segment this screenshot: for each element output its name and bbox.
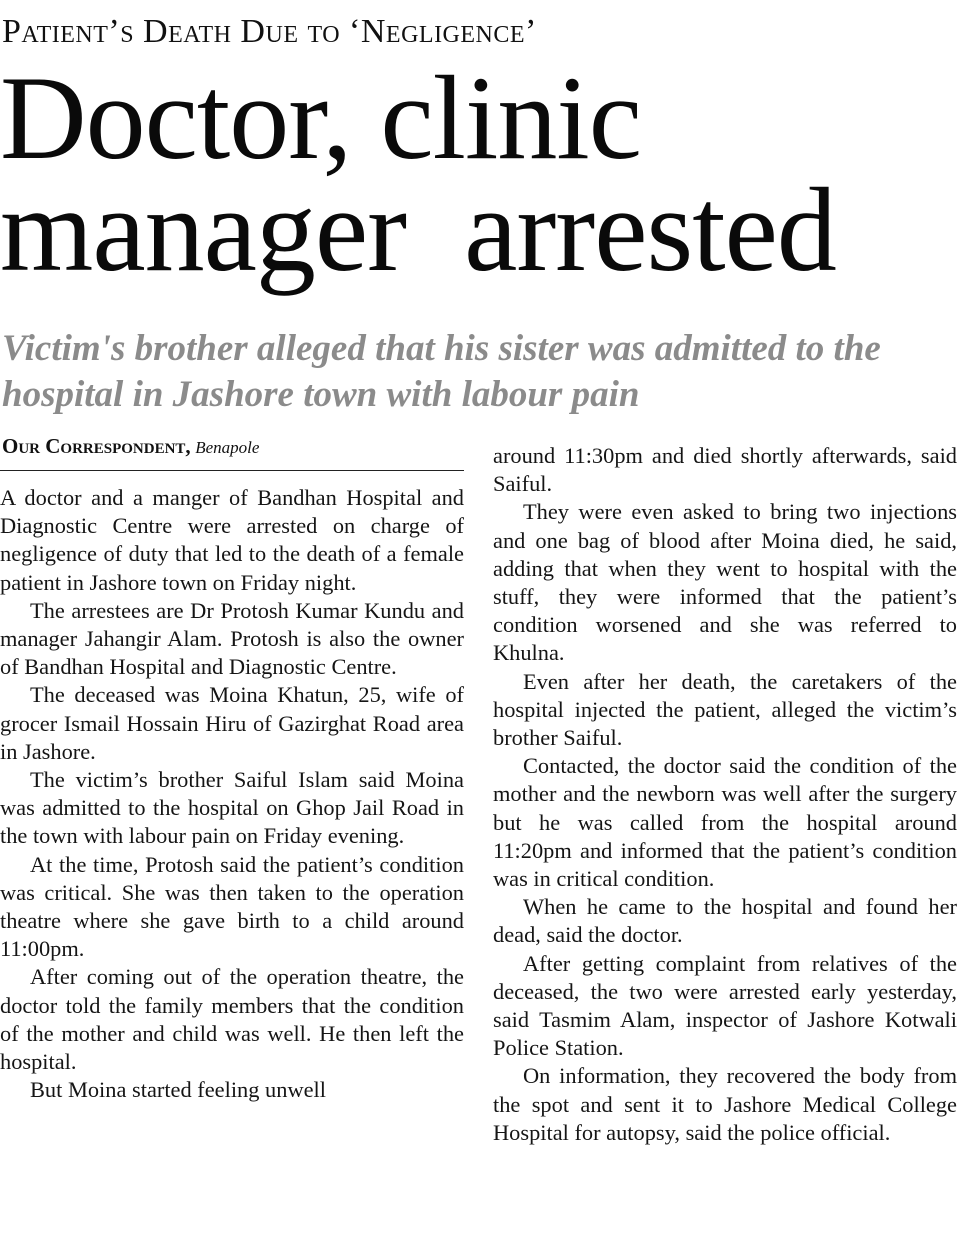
- subheadline-deck: Victim's brother alleged that his sister was admitted to the hospital in Jashore town with labour pain: [2, 328, 881, 415]
- kicker-headline: Patient’s Death Due to ‘Negligence’: [2, 13, 537, 50]
- byline-author: Our Correspondent,: [2, 434, 191, 458]
- article-paragraph: The arrestees are Dr Protosh Kumar Kundu and manager Jahangir Alam. Protosh is also the owner of Bandhan Hospital and Diagnostic Centre.: [0, 597, 464, 680]
- headline-line-1: Doctor, clinic: [0, 51, 641, 184]
- article-paragraph: A doctor and a manger of Bandhan Hospital and Diagnostic Centre were arrested on charge of negligence of duty that led to the death of a female patient in Jashore town on Friday night.: [0, 485, 464, 595]
- article-paragraph: When he came to the hospital and found her dead, said the doctor.: [493, 894, 957, 948]
- article-paragraph: But Moina started feeling unwell: [30, 1077, 326, 1103]
- article-paragraph: Contacted, the doctor said the condition of the mother and the newborn was well after the surgery but he was called from the hospital around 11:20pm and informed that the patient’s condition was in critical condition.: [493, 753, 957, 892]
- article-paragraph: After getting complaint from relatives of the deceased, the two were arrested early yesterday, said Tasmim Alam, inspector of Jashore Kotwali Police Station.: [493, 950, 957, 1061]
- article-paragraph: At the time, Protosh said the patient’s condition was critical. She was then taken to the operation theatre where she gave birth to a child around 11:00pm.: [0, 851, 464, 962]
- article-paragraph-continued: around 11:30pm and died shortly afterwards, said Saiful.: [493, 443, 957, 497]
- article-paragraph: The victim’s brother Saiful Islam said Moina was admitted to the hospital on Ghop Jail Road in the town with labour pain on Friday evening.: [0, 767, 464, 849]
- article-paragraph: After coming out of the operation theatre, the doctor told the family members that the condition of the mother and child was well. He then left the hospital.: [0, 964, 464, 1075]
- article-paragraph: They were even asked to bring two injections and one bag of blood after Moina died, he said, adding that when they went to hospital with the stuff, they were informed that the patient’s condition worsened and she was referred to Khulna.: [493, 499, 957, 666]
- byline: [2, 432, 464, 462]
- article-paragraph: On information, they recovered the body from the spot and sent it to Jashore Medical College Hospital for autopsy, said the police official.: [493, 1063, 957, 1145]
- article-column-left: [0, 484, 464, 1104]
- main-headline: [0, 51, 957, 296]
- byline-location: Benapole: [195, 438, 260, 457]
- article-paragraph: Even after her death, the caretakers of the hospital injected the patient, alleged the victim’s brother Saiful.: [493, 668, 957, 751]
- headline-line-2: manager arrested: [0, 163, 836, 296]
- article-paragraph: The deceased was Moina Khatun, 25, wife of grocer Ismail Hossain Hiru of Gazirghat Road area in Jashore.: [0, 682, 464, 764]
- article-column-right: [493, 442, 957, 1147]
- byline-divider: [0, 470, 464, 471]
